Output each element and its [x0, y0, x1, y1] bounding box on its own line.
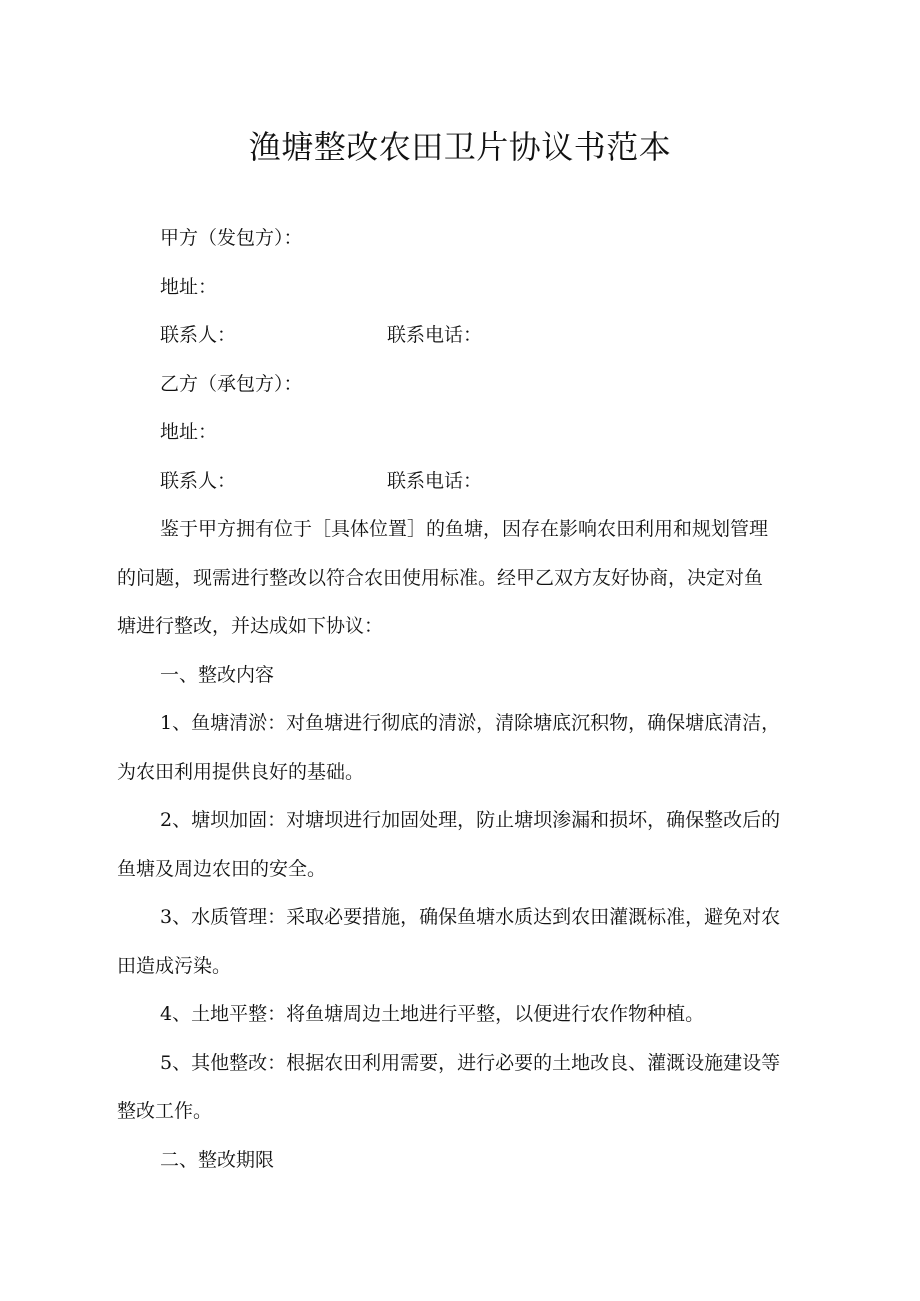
- section-1-heading: 一、整改内容: [160, 663, 275, 686]
- intro-line-2: 的问题，现需进行整改以符合农田使用标准。经甲乙双方友好协商，决定对鱼: [117, 566, 764, 589]
- party-a-contact-row: [117, 311, 807, 360]
- item-4-line-1: 4、土地平整：将鱼塘周边土地进行平整，以便进行农作物种植。: [160, 1003, 705, 1025]
- party-b-contact-row: [117, 457, 807, 506]
- party-a-phone-label: 联系电话：: [387, 324, 483, 346]
- document-body: [117, 214, 807, 1184]
- item-5-line-2: 整改工作。: [117, 1100, 213, 1122]
- party-a-address-label: 地址：: [160, 275, 218, 298]
- party-b-label: 乙方（承包方）：: [160, 372, 303, 395]
- party-b-phone-label: 联系电话：: [387, 469, 483, 492]
- item-5-line-1: 5、其他整改：根据农田利用需要，进行必要的土地改良、灌溉设施建设等: [160, 1051, 781, 1074]
- party-b-contact-label: 联系人：: [160, 469, 237, 492]
- item-1-line-1: 1、鱼塘清淤：对鱼塘进行彻底的清淤，清除塘底沉积物，确保塘底清洁，: [160, 712, 781, 734]
- item-2-line-2: 鱼塘及周边农田的安全。: [117, 857, 327, 880]
- section-2-heading: 二、整改期限: [160, 1148, 275, 1171]
- item-3-line-1: 3、水质管理：采取必要措施，确保鱼塘水质达到农田灌溉标准，避免对农: [160, 906, 781, 928]
- party-a-label: 甲方（发包方）：: [160, 227, 303, 249]
- item-3-line-2: 田造成污染。: [117, 954, 232, 977]
- item-1-line-2: 为农田利用提供良好的基础。: [117, 760, 365, 783]
- party-a-contact-label: 联系人：: [160, 324, 237, 346]
- intro-line-1: 鉴于甲方拥有位于［具体位置］的鱼塘，因存在影响农田利用和规划管理: [160, 518, 769, 540]
- intro-line-3: 塘进行整改，并达成如下协议：: [117, 615, 384, 637]
- document-title: 渔塘整改农田卫片协议书范本: [248, 128, 672, 166]
- item-2-line-1: 2、塘坝加固：对塘坝进行加固处理，防止塘坝渗漏和损坏，确保整改后的: [160, 809, 781, 831]
- party-b-address-label: 地址：: [160, 421, 218, 443]
